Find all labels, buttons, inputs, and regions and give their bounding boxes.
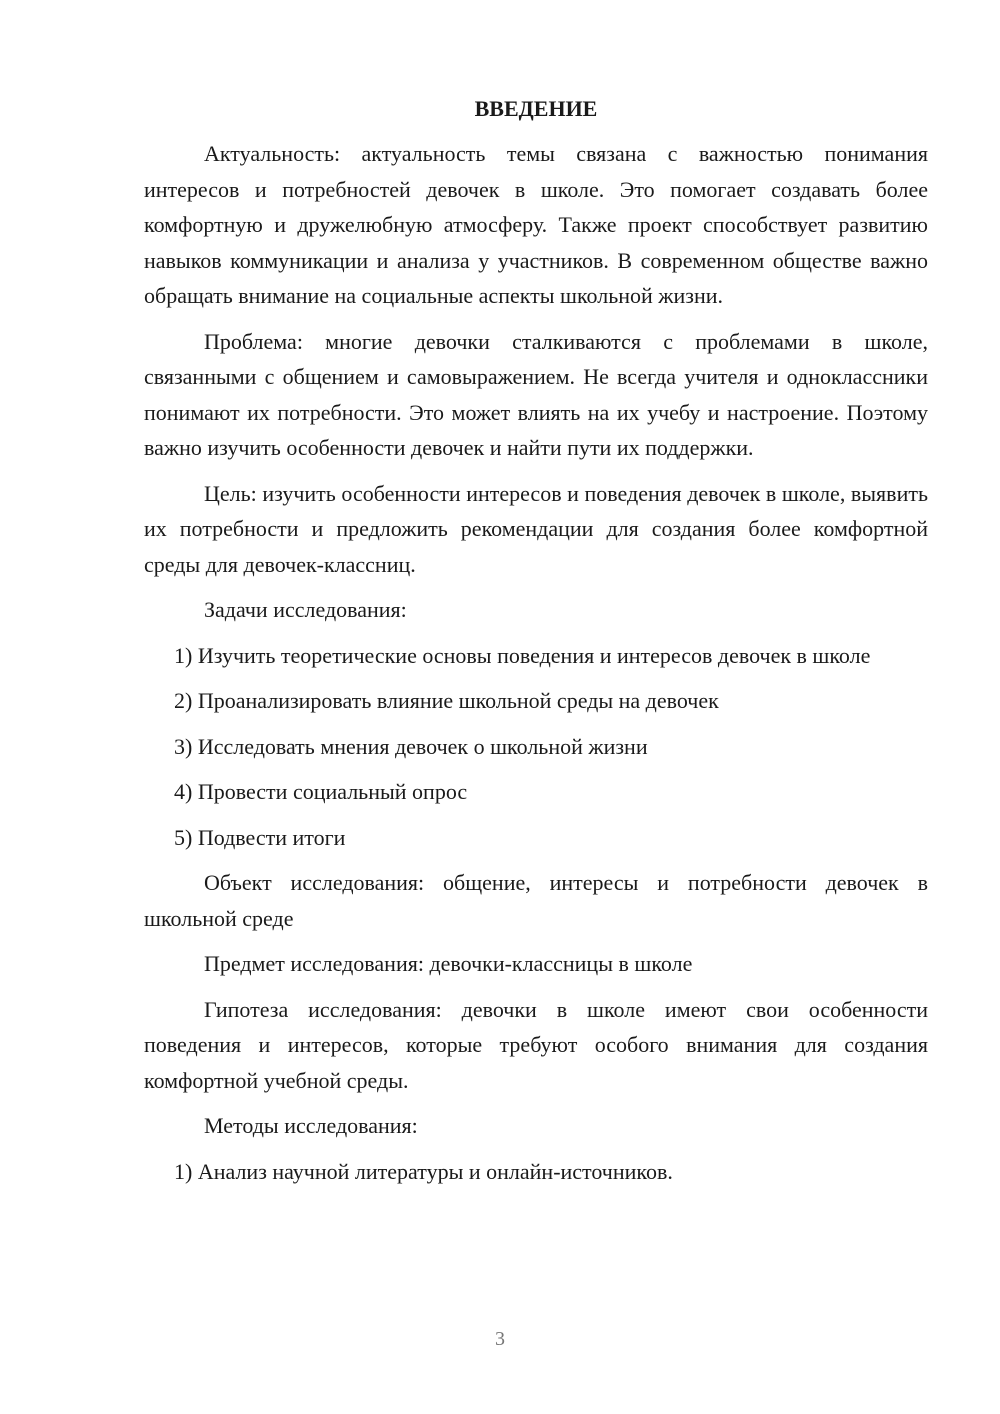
method-item: 1) Анализ научной литературы и онлайн-источников. xyxy=(174,1158,673,1184)
relevance-paragraph: Актуальность: актуальность темы связана с важностью понимания интересов и потребностей девочек в школе. Это помогает создавать более комфортную и дружелюбную атмосферу. Также проект способствует развитию навыков коммуникации и анализа у участников. В современном обществе важно обращать внимание на социальные аспекты школьной жизни. xyxy=(144,141,928,308)
hypothesis-paragraph: Гипотеза исследования: девочки в школе имеют свои особенности поведения и интересов, которые требуют особого внимания для создания комфортной учебной среды. xyxy=(144,996,928,1093)
task-item: 2) Проанализировать влияние школьной среды на девочек xyxy=(174,688,719,713)
methods-heading: Методы исследования: xyxy=(204,1113,418,1138)
task-item: 4) Провести социальный опрос xyxy=(174,779,468,804)
section-title: ВВЕДЕНИЕ xyxy=(474,96,598,121)
document-body xyxy=(144,94,928,1199)
tasks-heading: Задачи исследования: xyxy=(204,597,407,622)
goal-paragraph: Цель: изучить особенности интересов и поведения девочек в школе, выявить их потребности и предложить рекомендации для создания более комфортной среды для девочек-классниц. xyxy=(144,480,928,577)
object-paragraph: Объект исследования: общение, интересы и потребности девочек в школьной среде xyxy=(144,870,928,931)
task-item: 3) Исследовать мнения девочек о школьной жизни xyxy=(174,733,648,759)
task-item: 1) Изучить теоретические основы поведения и интересов девочек в школе xyxy=(174,642,871,668)
subject-paragraph: Предмет исследования: девочки-классницы в школе xyxy=(204,951,693,976)
task-item: 5) Подвести итоги xyxy=(174,824,346,850)
page-number: 3 xyxy=(495,1328,505,1350)
problem-paragraph: Проблема: многие девочки сталкиваются с проблемами в школе, связанными с общением и самовыражением. Не всегда учителя и одноклассники понимают их потребности. Это может влиять на их учебу и настроение. Поэтому важно изучить особенности девочек и найти пути их поддержки. xyxy=(144,328,928,460)
